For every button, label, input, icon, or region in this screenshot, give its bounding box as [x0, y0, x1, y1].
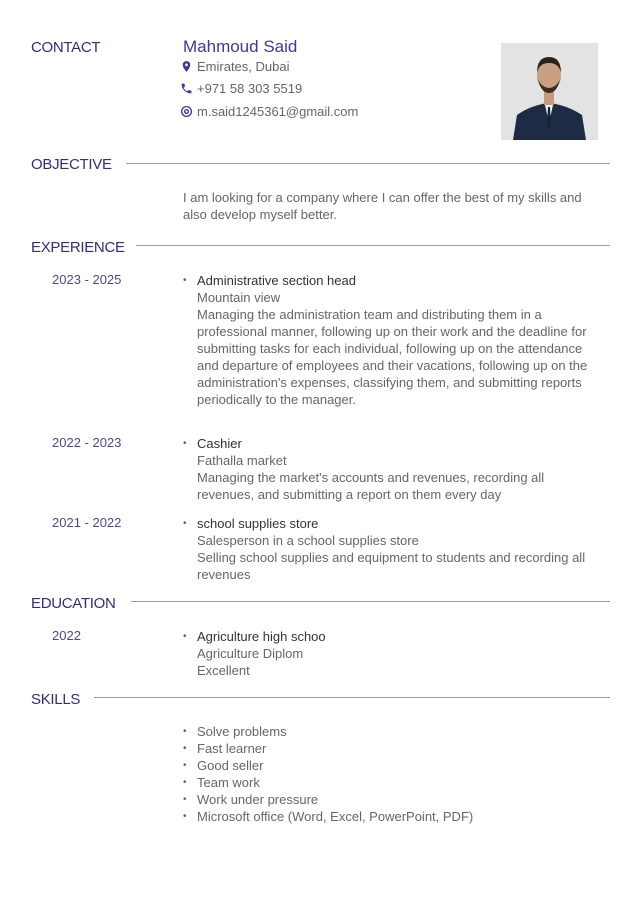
job-title: • Cashier: [183, 435, 603, 452]
skill-item: • Good seller: [183, 757, 473, 774]
job-title: • Administrative section head: [183, 272, 603, 289]
job-description: Managing the administration team and distributing them in a professional manner, following up on their work and the deadline for submitting tasks for each individual, following up on the attendance and departure of employees and their vacations, following up on the administration's expenses, classifying them, and submitting reports periodically to the manager.: [197, 307, 588, 407]
objective-text: I am looking for a company where I can offer the best of my skills and also develop myself better.: [183, 190, 582, 222]
location-text: Emirates, Dubai: [197, 59, 290, 74]
skills-divider: [94, 697, 610, 698]
phone-text: +971 58 303 5519: [197, 81, 303, 96]
degree: Agriculture Diplom: [197, 646, 304, 661]
education-divider: [131, 601, 610, 602]
experience-entry: [183, 435, 603, 503]
email-row: [180, 104, 358, 119]
phone-icon: [180, 82, 193, 95]
experience-entry: [183, 272, 603, 408]
job-description: Managing the market's accounts and revenues, recording all revenues, and submitting a report on them every day: [197, 470, 545, 502]
education-date: 2022: [52, 628, 81, 643]
map-pin-icon: [180, 60, 193, 73]
education-entry: [183, 628, 603, 679]
skills-heading: SKILLS: [31, 691, 81, 708]
objective-heading: OBJECTIVE: [31, 156, 112, 173]
skills-list: [183, 723, 473, 825]
experience-dates: 2022 - 2023: [52, 435, 122, 450]
skill-item: • Fast learner: [183, 740, 473, 757]
job-title: • school supplies store: [183, 515, 603, 532]
job-description: Selling school supplies and equipment to students and recording all revenues: [197, 550, 586, 582]
experience-dates: 2021 - 2022: [52, 515, 122, 530]
skill-item: • Solve problems: [183, 723, 473, 740]
location-row: [180, 59, 289, 74]
company-name: Fathalla market: [197, 453, 287, 468]
objective-divider: [126, 163, 610, 164]
skill-item: • Work under pressure: [183, 791, 473, 808]
at-sign-icon: [180, 105, 193, 118]
email-link[interactable]: m.said1245361@gmail.com: [197, 104, 359, 119]
contact-heading: CONTACT: [31, 39, 101, 56]
education-heading: EDUCATION: [31, 595, 116, 612]
experience-dates: 2023 - 2025: [52, 272, 122, 287]
company-name: Salesperson in a school supplies store: [197, 533, 419, 548]
phone-row: [180, 81, 302, 96]
skill-item: • Microsoft office (Word, Excel, PowerPoint, PDF): [183, 808, 473, 825]
company-name: Mountain view: [197, 290, 281, 305]
grade: Excellent: [197, 663, 250, 678]
candidate-name: Mahmoud Said: [183, 37, 298, 56]
profile-photo: [501, 43, 598, 140]
experience-divider: [136, 245, 610, 246]
skill-item: • Team work: [183, 774, 473, 791]
experience-entry: [183, 515, 603, 583]
school-name: • Agriculture high schoo: [183, 628, 603, 645]
experience-heading: EXPERIENCE: [31, 239, 125, 256]
